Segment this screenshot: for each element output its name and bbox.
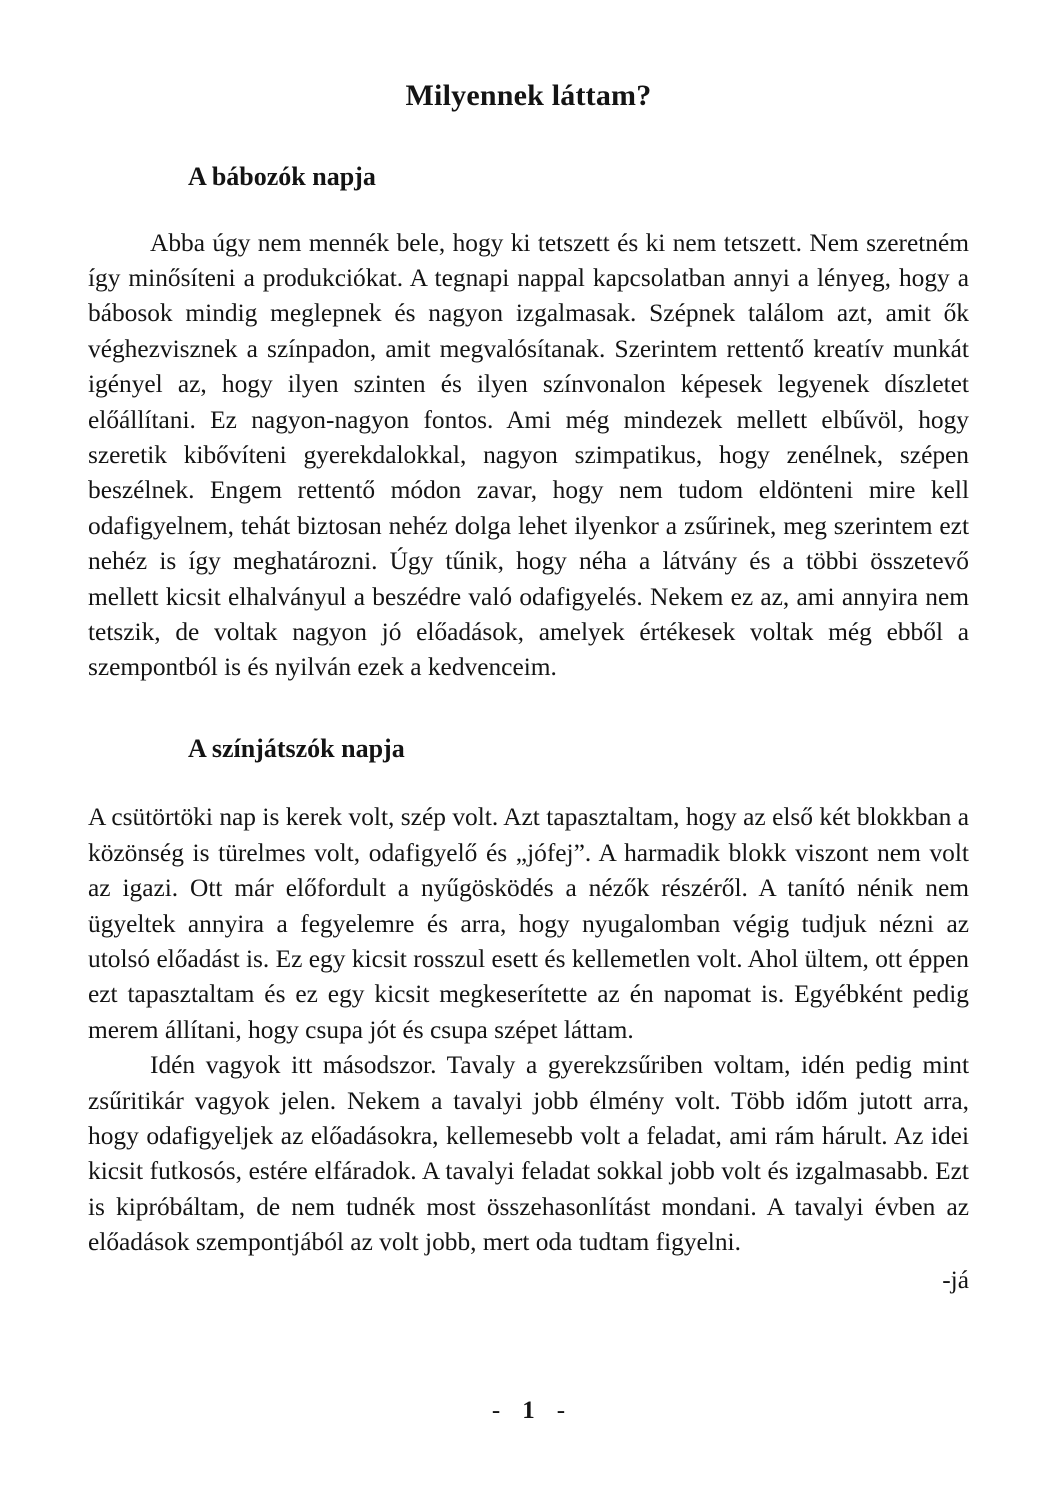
footer-page-number: 1: [522, 1397, 535, 1424]
footer-right-dash: -: [556, 1397, 566, 1424]
page-footer: [0, 1398, 1057, 1423]
page-title: Milyennek láttam?: [405, 79, 652, 112]
section-szinjatszok-paragraph-1: A csütörtöki nap is kerek volt, szép volt. Azt tapasztaltam, hogy az első két blokkban a közönség is türelmes volt, odafigyelő és „jófej”. A harmadik blokk viszont nem volt az igazi. Ott már előfordult a nyűgösködés a nézők részéről. A tanító nénik nem ügyeltek annyira a fegyelemre és arra, hogy nyugalomban végig tudjuk nézni az utolsó előadást is. Ez egy kicsit rosszul esett és kellemetlen volt. Ahol ültem, ott éppen ezt tapasztaltam és ez egy kicsit megkeserítette az én napomat is. Egyébként pedig merem állítani, hogy csupa jót és csupa szépet láttam.: [88, 803, 969, 1044]
section-heading-babozok: A bábozók napja: [188, 162, 376, 191]
author-signature: -já: [942, 1265, 969, 1294]
footer-left-dash: -: [491, 1397, 501, 1424]
section-szinjatszok-paragraph-2: Idén vagyok itt másodszor. Tavaly a gyerekzsűriben voltam, idén pedig mint zsűritikár vagyok jelen. Nekem a tavalyi jobb élmény volt. Több időm jutott arra, hogy odafigyeljek az előadásokra, kellemesebb volt a feladat, ami rám hárult. Az idei kicsit futkosós, estére elfáradok. A tavalyi feladat sokkal jobb volt és izgalmasabb. Ezt is kipróbáltam, de nem tudnék most összehasonlítást mondani. A tavalyi évben az előadások szempontjából az volt jobb, mert oda tudtam figyelni.: [88, 1051, 969, 1257]
section-heading-szinjatszok: A színjátszók napja: [188, 733, 405, 763]
page-content: [88, 0, 969, 1298]
section-babozok-paragraph-1: Abba úgy nem mennék bele, hogy ki tetszett és ki nem tetszett. Nem szeretném így minősíteni a produkciókat. A tegnapi nappal kapcsolatban annyi a lényeg, hogy a bábosok mindig meglepnek és nagyon izgalmasak. Szépnek találom azt, amit ők véghezvisznek a színpadon, amit megvalósítanak. Szerintem rettentő kreatív munkát igényel az, hogy ilyen szinten és ilyen színvonalon képesek legyenek díszletet előállítani. Ez nagyon-nagyon fontos. Ami még mindezek mellett elbűvöl, hogy szeretik kibővíteni gyerekdalokkal, nagyon szimpatikus, hogy zenélnek, szépen beszélnek. Engem rettentő módon zavar, hogy nem tudom eldönteni mire kell odafigyelnem, tehát biztosan nehéz dolga lehet ilyenkor a zsűrinek, meg szerintem ezt nehéz is így meghatározni. Úgy tűnik, hogy néha a látvány és a többi összetevő mellett kicsit elhalványul a beszédre való odafigyelés. Nekem ez az, ami annyira nem tetszik, de voltak nagyon jó előadások, amelyek értékesek voltak még ebből a szempontból is és nyilván ezek a kedvenceim.: [88, 228, 969, 682]
